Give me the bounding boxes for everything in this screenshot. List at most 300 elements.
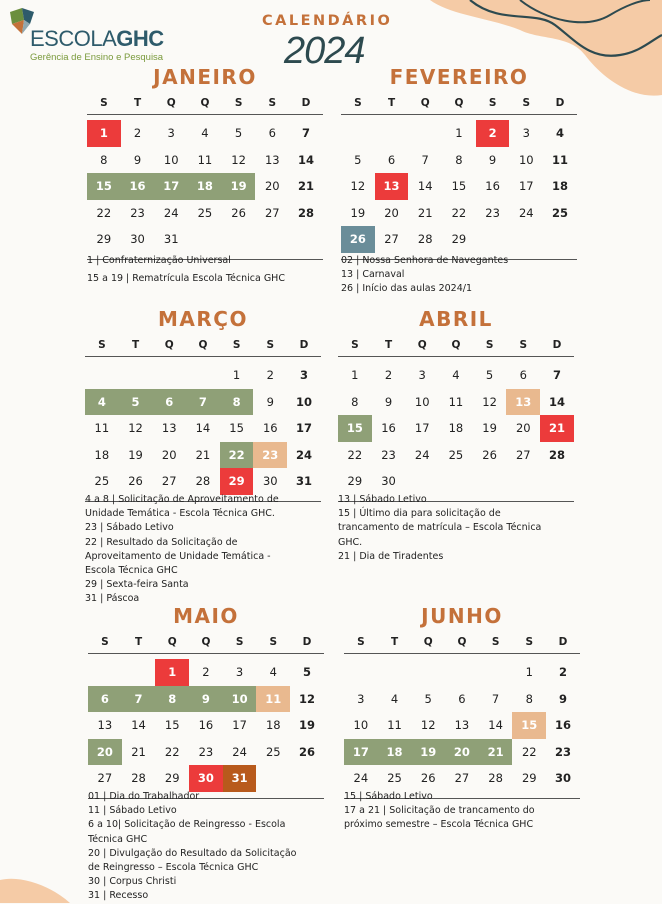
calendar-year: 2024 xyxy=(284,30,365,72)
day-cell: 26 xyxy=(341,226,375,253)
note-line: 23 | Sábado Letivo xyxy=(85,522,174,534)
day-cell: 31 xyxy=(223,765,257,792)
day-cell: 28 xyxy=(548,447,565,462)
day-grid xyxy=(344,659,580,792)
day-cell: 24 xyxy=(232,744,247,759)
weekday-label: S xyxy=(234,97,243,109)
day-cell: 4 xyxy=(390,691,399,706)
empty-cell xyxy=(122,659,156,686)
day-cell: 30 xyxy=(554,771,571,786)
weekday-label: Q xyxy=(167,636,177,648)
day-cell: 30 xyxy=(130,232,145,247)
day-cell: 18 xyxy=(551,179,568,194)
day-cell: 29 xyxy=(220,468,254,495)
day-cell: 5 xyxy=(485,368,494,383)
day-cell: 7 xyxy=(122,686,156,713)
day-cell: 26 xyxy=(482,447,497,462)
day-cell: 14 xyxy=(131,718,146,733)
note-line: 21 | Dia de Tiradentes xyxy=(338,550,444,562)
day-cell: 23 xyxy=(253,442,287,469)
weekday-header xyxy=(87,94,323,112)
note-line: 22 | Resultado da Solicitação de xyxy=(85,536,238,548)
day-cell: 20 xyxy=(161,447,177,462)
note-line: 15 a 19 | Rematrícula Escola Técnica GHC xyxy=(87,273,285,285)
weekday-label: Q xyxy=(417,339,427,351)
day-cell: 30 xyxy=(262,474,278,489)
day-cell: 13 xyxy=(375,173,409,200)
month-abril xyxy=(338,307,574,502)
note-line: 17 a 21 | Solicitação de trancamento do xyxy=(344,805,535,817)
weekday-label: S xyxy=(266,339,275,351)
day-cell: 10 xyxy=(353,718,369,733)
day-cell: 17 xyxy=(295,421,312,436)
weekday-label: S xyxy=(354,97,362,109)
weekday-label: D xyxy=(302,636,312,648)
month-maio xyxy=(88,604,324,799)
weekday-label: D xyxy=(555,97,565,109)
day-cell: 27 xyxy=(515,447,531,462)
weekday-label: Q xyxy=(420,97,430,109)
day-cell: 19 xyxy=(482,421,497,436)
day-cell: 29 xyxy=(96,232,112,247)
day-cell: 29 xyxy=(164,771,180,786)
day-cell: 12 xyxy=(350,179,366,194)
day-cell: 8 xyxy=(155,686,189,713)
day-cell: 11 xyxy=(256,686,290,713)
day-cell: 16 xyxy=(262,421,278,436)
month-notes-marco xyxy=(85,493,335,607)
day-cell: 18 xyxy=(448,421,464,436)
note-line: 1 | Confraternização Universal xyxy=(87,255,231,266)
weekday-label: S xyxy=(519,339,528,351)
day-cell: 13 xyxy=(161,421,177,436)
day-cell: 23 xyxy=(485,205,500,220)
day-cell: 20 xyxy=(264,179,280,194)
day-cell: 17 xyxy=(232,718,247,733)
day-cell: 8 xyxy=(100,152,108,167)
weekday-header xyxy=(341,94,577,112)
day-cell: 28 xyxy=(488,771,503,786)
month-junho xyxy=(344,604,580,799)
day-cell: 17 xyxy=(518,179,534,194)
day-cell: 4 xyxy=(555,126,564,141)
note-line: 15 | Sábado Letivo xyxy=(344,791,433,802)
note-line: de Reingresso – Escola Técnica GHC xyxy=(88,862,259,874)
day-cell: 26 xyxy=(231,205,246,220)
calendar-title: CALENDÁRIO xyxy=(262,13,393,29)
day-cell: 9 xyxy=(558,691,567,706)
weekday-label: Q xyxy=(200,97,210,109)
note-line: 31 | Páscoa xyxy=(85,593,140,605)
day-cell: 8 xyxy=(525,691,533,706)
note-line: 6 a 10| Solicitação de Reingresso - Escola xyxy=(88,819,286,831)
weekday-label: S xyxy=(268,97,277,109)
day-cell: 23 xyxy=(130,205,145,220)
day-cell: 29 xyxy=(521,771,537,786)
weekday-header xyxy=(338,336,574,354)
day-cell: 20 xyxy=(515,421,531,436)
weekday-label: Q xyxy=(166,97,176,109)
day-cell: 19 xyxy=(298,718,315,733)
day-cell: 25 xyxy=(387,771,402,786)
day-cell: 2 xyxy=(476,120,510,147)
day-cell: 10 xyxy=(518,152,534,167)
day-cell: 4 xyxy=(85,389,119,416)
weekday-label: D xyxy=(299,339,309,351)
note-line: Aproveitamento de Unidade Temática - xyxy=(85,550,271,562)
weekday-label: S xyxy=(98,339,106,351)
day-cell: 8 xyxy=(220,389,254,416)
weekday-label: S xyxy=(488,97,497,109)
day-cell: 16 xyxy=(485,179,500,194)
day-cell: 6 xyxy=(152,389,186,416)
day-cell: 11 xyxy=(448,394,464,409)
note-line: 15 | Último dia para solicitação de xyxy=(338,508,501,520)
day-cell: 15 xyxy=(451,179,467,194)
weekday-label: S xyxy=(522,97,531,109)
note-line: 31 | Recesso xyxy=(88,890,149,902)
empty-cell xyxy=(408,120,442,147)
day-cell: 22 xyxy=(164,744,180,759)
logo-text: ESCOLAGHC xyxy=(30,26,164,51)
month-notes-maio xyxy=(88,790,338,904)
day-cell: 3 xyxy=(522,126,530,141)
day-cell: 13 xyxy=(506,389,540,416)
month-notes-junho xyxy=(344,790,594,833)
day-cell: 22 xyxy=(96,205,112,220)
day-cell: 7 xyxy=(491,691,500,706)
day-cell: 2 xyxy=(384,368,393,383)
weekday-label: T xyxy=(387,97,396,109)
day-cell: 20 xyxy=(445,739,479,766)
day-cell: 26 xyxy=(298,744,315,759)
day-cell: 10 xyxy=(295,394,312,409)
note-line: Técnica GHC xyxy=(88,833,148,845)
day-cell: 19 xyxy=(411,739,445,766)
day-grid xyxy=(341,120,577,253)
month-name: ABRIL xyxy=(419,307,493,331)
weekday-label: D xyxy=(558,636,568,648)
weekday-label: T xyxy=(134,636,143,648)
note-line: 20 | Divulgação do Resultado da Solicitação xyxy=(88,847,297,859)
day-cell: 4 xyxy=(269,665,277,680)
day-cell: 15 xyxy=(338,415,372,442)
day-cell: 27 xyxy=(161,474,177,489)
logo xyxy=(4,6,164,64)
month-janeiro xyxy=(87,65,323,260)
note-line: Unidade Temática - Escola Técnica GHC. xyxy=(85,508,275,520)
note-line: 02 | Nossa Senhora de Navegantes xyxy=(341,255,509,266)
day-cell: 24 xyxy=(414,447,430,462)
day-cell: 10 xyxy=(163,152,179,167)
empty-cell xyxy=(411,659,445,686)
day-cell: 3 xyxy=(357,691,365,706)
day-cell: 21 xyxy=(540,415,574,442)
day-cell: 21 xyxy=(479,739,513,766)
note-line: trancamento de matrícula – Escola Técnica xyxy=(338,522,542,534)
day-cell: 6 xyxy=(458,691,466,706)
day-cell: 12 xyxy=(298,691,315,706)
day-cell: 11 xyxy=(387,718,402,733)
logo-subtitle: Gerência de Ensino e Pesquisa xyxy=(30,52,164,63)
day-cell: 12 xyxy=(128,421,143,436)
day-cell: 18 xyxy=(265,718,281,733)
day-cell: 12 xyxy=(482,394,497,409)
day-cell: 17 xyxy=(344,739,378,766)
day-cell: 1 xyxy=(87,120,121,147)
day-cell: 21 xyxy=(195,447,211,462)
day-cell: 27 xyxy=(454,771,470,786)
weekday-label: S xyxy=(100,97,108,109)
day-cell: 14 xyxy=(488,718,503,733)
empty-cell xyxy=(186,362,220,389)
note-line: 11 | Sábado Letivo xyxy=(88,805,177,817)
weekday-label: D xyxy=(301,97,311,109)
day-cell: 9 xyxy=(384,394,393,409)
day-cell: 7 xyxy=(186,389,220,416)
weekday-label: Q xyxy=(423,636,433,648)
day-cell: 6 xyxy=(88,686,122,713)
weekday-label: Q xyxy=(164,339,174,351)
day-cell: 7 xyxy=(301,126,310,141)
day-cell: 7 xyxy=(421,152,429,167)
day-cell: 28 xyxy=(417,232,433,247)
note-line: GHC. xyxy=(338,536,363,548)
weekday-label: S xyxy=(235,636,244,648)
month-fevereiro xyxy=(341,65,577,260)
day-cell: 25 xyxy=(94,474,110,489)
note-line: 26 | Início das aulas 2024/1 xyxy=(341,283,473,295)
day-cell: 13 xyxy=(454,718,470,733)
day-cell: 6 xyxy=(268,126,276,141)
weekday-label: S xyxy=(525,636,534,648)
day-cell: 28 xyxy=(195,474,211,489)
day-cell: 4 xyxy=(201,126,209,141)
day-cell: 3 xyxy=(167,126,175,141)
day-cell: 19 xyxy=(128,447,143,462)
day-cell: 19 xyxy=(350,205,366,220)
day-cell: 8 xyxy=(455,152,463,167)
day-cell: 23 xyxy=(198,744,214,759)
header-divider xyxy=(344,653,580,654)
day-cell: 3 xyxy=(418,368,426,383)
day-grid xyxy=(338,362,574,495)
day-cell: 15 xyxy=(229,421,244,436)
day-cell: 9 xyxy=(189,686,223,713)
weekday-label: T xyxy=(133,97,142,109)
day-cell: 1 xyxy=(155,659,189,686)
weekday-label: Q xyxy=(201,636,211,648)
day-cell: 29 xyxy=(347,474,363,489)
weekday-header xyxy=(85,336,321,354)
note-line: próximo semestre – Escola Técnica GHC xyxy=(344,819,534,831)
note-line: 01 | Dia do Trabalhador xyxy=(88,791,200,802)
day-cell: 5 xyxy=(354,152,362,167)
bottom-left-blob xyxy=(0,879,70,903)
month-notes-fevereiro xyxy=(341,254,591,297)
day-cell: 27 xyxy=(97,771,113,786)
weekday-label: D xyxy=(552,339,562,351)
day-cell: 31 xyxy=(163,232,179,247)
day-grid xyxy=(87,120,323,253)
day-cell: 2 xyxy=(558,665,567,680)
empty-cell xyxy=(341,120,375,147)
day-cell: 18 xyxy=(188,173,222,200)
day-cell: 1 xyxy=(525,665,533,680)
empty-cell xyxy=(119,362,153,389)
day-cell: 25 xyxy=(448,447,464,462)
day-cell: 19 xyxy=(222,173,256,200)
day-cell: 17 xyxy=(154,173,188,200)
day-cell: 24 xyxy=(295,447,312,462)
weekday-label: T xyxy=(390,636,399,648)
empty-cell xyxy=(88,659,122,686)
day-cell: 6 xyxy=(387,152,396,167)
day-cell: 31 xyxy=(295,474,312,489)
day-cell: 15 xyxy=(512,712,546,739)
day-cell: 1 xyxy=(351,368,359,383)
day-cell: 16 xyxy=(121,173,155,200)
day-cell: 25 xyxy=(197,205,213,220)
weekday-header xyxy=(344,633,580,651)
day-cell: 2 xyxy=(202,665,210,680)
weekday-label: T xyxy=(131,339,140,351)
header-divider xyxy=(85,356,321,357)
header-divider xyxy=(338,356,574,357)
day-cell: 20 xyxy=(384,205,399,220)
day-cell: 24 xyxy=(353,771,369,786)
day-cell: 9 xyxy=(488,152,497,167)
header-divider xyxy=(87,114,323,115)
weekday-label: S xyxy=(357,636,365,648)
note-line: 13 | Carnaval xyxy=(341,269,405,281)
empty-cell xyxy=(375,120,409,147)
day-cell: 11 xyxy=(94,421,110,436)
day-cell: 25 xyxy=(551,205,568,220)
empty-cell xyxy=(378,659,412,686)
day-cell: 21 xyxy=(297,179,314,194)
day-cell: 11 xyxy=(551,152,568,167)
day-cell: 26 xyxy=(420,771,436,786)
weekday-label: T xyxy=(384,339,393,351)
note-line: 13 | Sábado Letivo xyxy=(338,494,427,505)
day-grid xyxy=(88,659,324,792)
weekday-label: Q xyxy=(457,636,467,648)
weekday-label: S xyxy=(269,636,278,648)
day-cell: 14 xyxy=(195,421,211,436)
day-cell: 30 xyxy=(381,474,396,489)
day-grid xyxy=(85,362,321,495)
day-cell: 11 xyxy=(197,152,213,167)
empty-cell xyxy=(344,659,378,686)
day-cell: 27 xyxy=(264,205,280,220)
month-notes-abril xyxy=(338,493,588,564)
day-cell: 26 xyxy=(128,474,143,489)
weekday-label: Q xyxy=(454,97,464,109)
day-cell: 24 xyxy=(163,205,179,220)
day-cell: 30 xyxy=(189,765,223,792)
day-cell: 16 xyxy=(381,421,396,436)
day-cell: 28 xyxy=(297,205,314,220)
month-name: FEVEREIRO xyxy=(389,65,529,89)
day-cell: 5 xyxy=(424,691,432,706)
day-cell: 14 xyxy=(417,179,433,194)
weekday-label: S xyxy=(351,339,359,351)
day-cell: 24 xyxy=(518,205,534,220)
empty-cell xyxy=(479,659,513,686)
day-cell: 13 xyxy=(97,718,113,733)
day-cell: 12 xyxy=(420,718,436,733)
day-cell: 5 xyxy=(234,126,243,141)
day-cell: 9 xyxy=(266,394,274,409)
month-name: JANEIRO xyxy=(153,65,257,89)
day-cell: 9 xyxy=(133,152,142,167)
month-name: MARÇO xyxy=(158,307,248,331)
day-cell: 15 xyxy=(87,173,121,200)
weekday-label: Q xyxy=(198,339,208,351)
day-cell: 23 xyxy=(554,744,571,759)
day-cell: 10 xyxy=(414,394,430,409)
day-cell: 1 xyxy=(455,126,463,141)
header-divider xyxy=(341,114,577,115)
month-name: JUNHO xyxy=(421,604,503,628)
day-cell: 17 xyxy=(414,421,430,436)
month-notes-janeiro xyxy=(87,254,337,286)
weekday-label: S xyxy=(491,636,500,648)
weekday-label: S xyxy=(485,339,494,351)
note-line: 4 a 8 | Solicitação de Aproveitamento de xyxy=(85,494,279,505)
day-cell: 28 xyxy=(131,771,146,786)
day-cell: 22 xyxy=(347,447,363,462)
empty-cell xyxy=(152,362,186,389)
day-cell: 27 xyxy=(384,232,399,247)
day-cell: 21 xyxy=(417,205,433,220)
header-divider xyxy=(88,653,324,654)
day-cell: 16 xyxy=(198,718,214,733)
day-cell: 18 xyxy=(378,739,412,766)
day-cell: 14 xyxy=(548,394,565,409)
weekday-header xyxy=(88,633,324,651)
day-cell: 25 xyxy=(265,744,281,759)
day-cell: 22 xyxy=(451,205,467,220)
day-cell: 7 xyxy=(552,368,561,383)
day-cell: 22 xyxy=(521,744,537,759)
day-cell: 15 xyxy=(164,718,180,733)
day-cell: 8 xyxy=(351,394,359,409)
day-cell: 4 xyxy=(452,368,460,383)
weekday-label: S xyxy=(232,339,241,351)
day-cell: 21 xyxy=(131,744,146,759)
day-cell: 5 xyxy=(119,389,153,416)
empty-cell xyxy=(445,659,479,686)
day-cell: 3 xyxy=(235,665,244,680)
day-cell: 1 xyxy=(232,368,241,383)
day-cell: 18 xyxy=(94,447,110,462)
note-line: Escola Técnica GHC xyxy=(85,565,178,577)
day-cell: 20 xyxy=(88,739,122,766)
day-cell: 6 xyxy=(519,368,527,383)
day-cell: 2 xyxy=(266,368,274,383)
month-marco xyxy=(85,307,321,502)
empty-cell xyxy=(85,362,119,389)
day-cell: 13 xyxy=(264,152,280,167)
month-name: MAIO xyxy=(173,604,239,628)
weekday-label: S xyxy=(101,636,109,648)
day-cell: 12 xyxy=(231,152,246,167)
day-cell: 5 xyxy=(302,665,311,680)
note-line: 30 | Corpus Christi xyxy=(88,876,177,888)
weekday-label: Q xyxy=(451,339,461,351)
